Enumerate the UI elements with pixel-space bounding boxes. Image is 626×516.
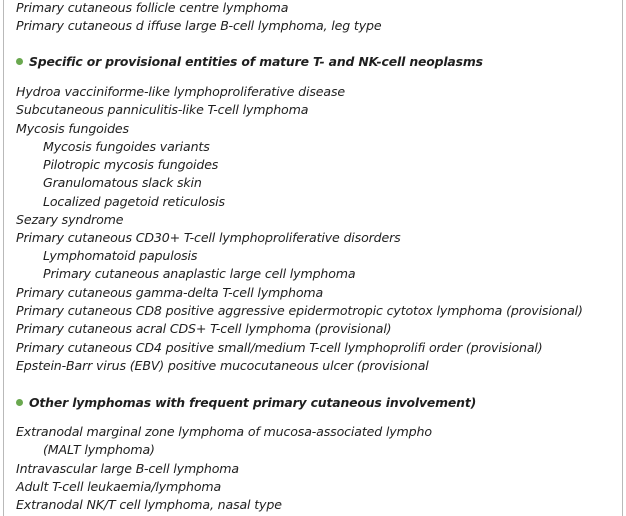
- list-item: Mycosis fungoides: [16, 121, 129, 136]
- list-item: Intravascular large B-cell lymphoma: [16, 461, 239, 476]
- section-heading-text: Other lymphomas with frequent primary cutaneous involvement): [29, 395, 477, 410]
- section-heading-text: Specific or provisional entities of mature T- and NK-cell neoplasms: [29, 54, 483, 69]
- list-subitem: Localized pagetoid reticulosis: [43, 194, 225, 209]
- section-heading-other: [16, 395, 476, 411]
- list-item: Primary cutaneous CD8 positive aggressive epidermotropic cytotox lymphoma (provisional): [16, 303, 583, 318]
- list-subitem: Primary cutaneous anaplastic large cell lymphoma: [43, 266, 356, 281]
- list-item-continuation: (MALT lymphoma): [43, 442, 155, 457]
- list-subitem: Granulomatous slack skin: [43, 175, 202, 190]
- list-item: Primary cutaneous acral CDS+ T-cell lymphoma (provisional): [16, 321, 392, 336]
- list-subitem: Pilotropic mycosis fungoides: [43, 157, 219, 172]
- list-item: Subcutaneous panniculitis-like T-cell lymphoma: [16, 102, 309, 117]
- list-item: Extranodal NK/T cell lymphoma, nasal type: [16, 497, 282, 512]
- list-item: Primary cutaneous gamma-delta T-cell lymphoma: [16, 285, 324, 300]
- list-subitem: Lymphomatoid papulosis: [43, 248, 198, 263]
- list-item: Extranodal marginal zone lymphoma of mucosa-associated lympho: [16, 424, 432, 439]
- list-item: Hydroa vacciniforme-like lymphoproliferative disease: [16, 84, 345, 99]
- bullet-icon: [16, 399, 23, 406]
- list-item: Primary cutaneous CD4 positive small/medium T-cell lymphoprolifi order (provisional): [16, 340, 543, 355]
- list-item: Primary cutaneous d iffuse large B-cell lymphoma, leg type: [16, 18, 382, 33]
- list-item: Sezary syndrome: [16, 212, 124, 227]
- list-item: Adult T-cell leukaemia/lymphoma: [16, 479, 222, 494]
- list-subitem: Mycosis fungoides variants: [43, 139, 210, 154]
- list-item: Primary cutaneous CD30+ T-cell lymphoproliferative disorders: [16, 230, 401, 245]
- list-item: Primary cutaneous follicle centre lymphoma: [16, 0, 289, 15]
- bullet-icon: [16, 58, 23, 65]
- section-heading-tnk: [16, 54, 483, 70]
- list-item: Epstein-Barr virus (EBV) positive mucocutaneous ulcer (provisional: [16, 358, 429, 373]
